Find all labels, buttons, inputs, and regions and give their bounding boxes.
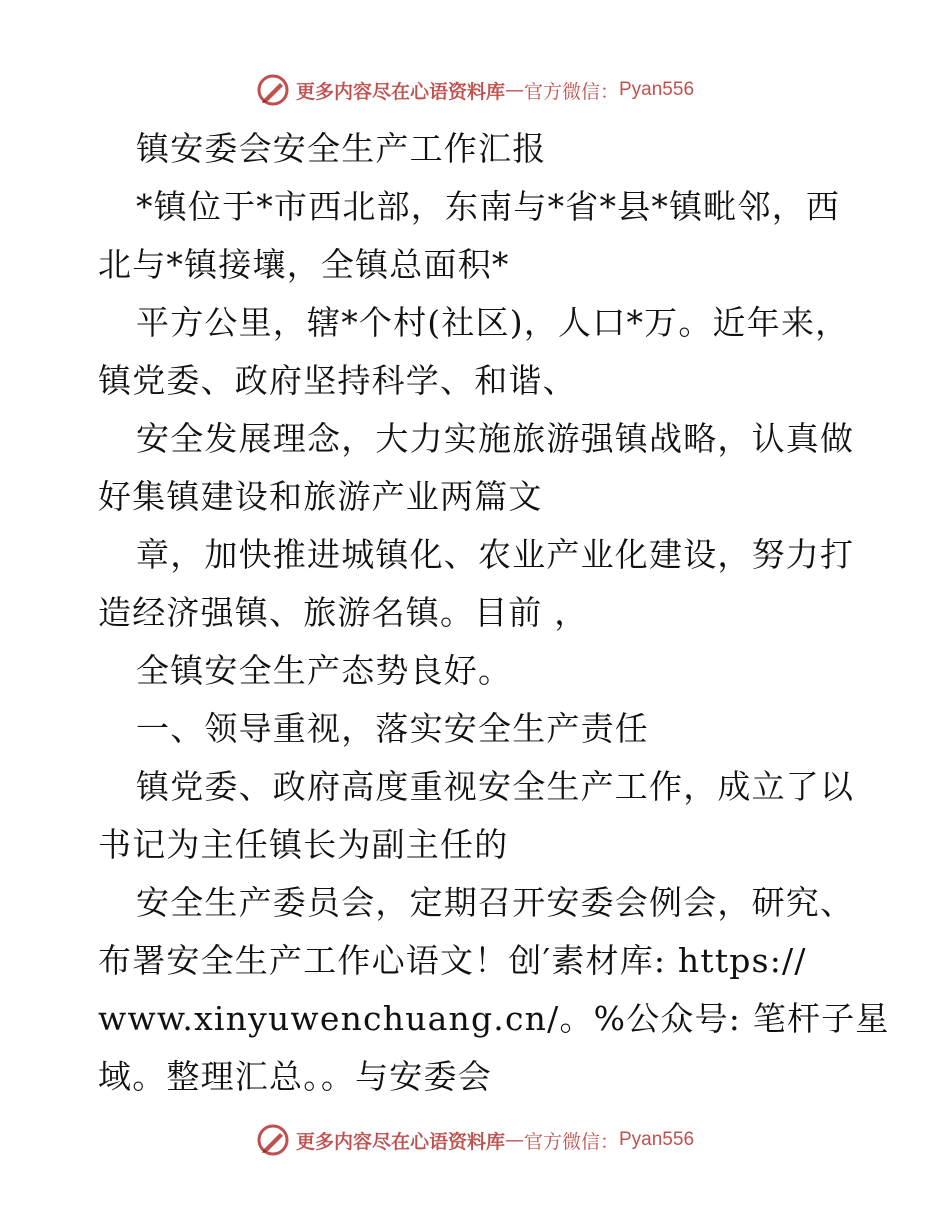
paragraph-line: 安全生产委员会，定期召开安委会例会，研究、 <box>136 883 855 922</box>
banner-contact-id: Pyan556 <box>619 79 695 100</box>
paragraph-line: 镇党委、政府坚持科学、和谐、 <box>98 361 577 400</box>
paragraph-line: 书记为主任镇长为副主任的 <box>98 825 509 864</box>
header-watermark-banner <box>0 70 950 110</box>
paragraph-line: 镇党委、政府高度重视安全生产工作，成立了以 <box>136 767 855 806</box>
paragraph-line: 布署安全生产工作心语文！创′素材库: https:// <box>98 941 807 980</box>
banner-dash: — <box>504 1129 524 1151</box>
banner-contact-label: 官方微信： <box>523 80 619 103</box>
banner-main-text: 更多内容尽在心语资料库 <box>295 1130 505 1153</box>
paragraph-line-url: www.xinyuwenchuang.cn/。%公众号: 笔杆子星 <box>98 999 890 1038</box>
banner-contact-id: Pyan556 <box>619 1129 695 1150</box>
paragraph-line: 北与*镇接壤，全镇总面积* <box>98 245 510 284</box>
paragraph-line: 平方公里，辖*个村(社区)，人口*万。近年来， <box>136 303 850 342</box>
paragraph-line: 全镇安全生产态势良好。 <box>136 651 513 690</box>
banner-main-text: 更多内容尽在心语资料库 <box>295 80 505 103</box>
pen-logo-icon <box>256 73 290 107</box>
paragraph-line: 好集镇建设和旅游产业两篇文 <box>98 477 543 516</box>
section-heading: 一、领导重视，落实安全生产责任 <box>136 709 649 748</box>
banner-dash: — <box>504 79 524 101</box>
pen-logo-icon <box>256 1123 290 1157</box>
document-body <box>98 120 890 1106</box>
document-title: 镇安委会安全生产工作汇报 <box>136 129 547 168</box>
paragraph-line: 安全发展理念，大力实施旅游强镇战略，认真做 <box>136 419 855 458</box>
banner-contact-label: 官方微信： <box>523 1130 619 1153</box>
paragraph-line: *镇位于*市西北部，东南与*省*县*镇毗邻，西 <box>136 187 841 226</box>
paragraph-line: 造经济强镇、旅游名镇。目前 ， <box>98 593 589 632</box>
footer-watermark-banner <box>0 1120 950 1160</box>
paragraph-line: 章，加快推进城镇化、农业产业化建设，努力打 <box>136 535 855 574</box>
paragraph-line: 域。整理汇总。。与安委会 <box>98 1057 492 1096</box>
